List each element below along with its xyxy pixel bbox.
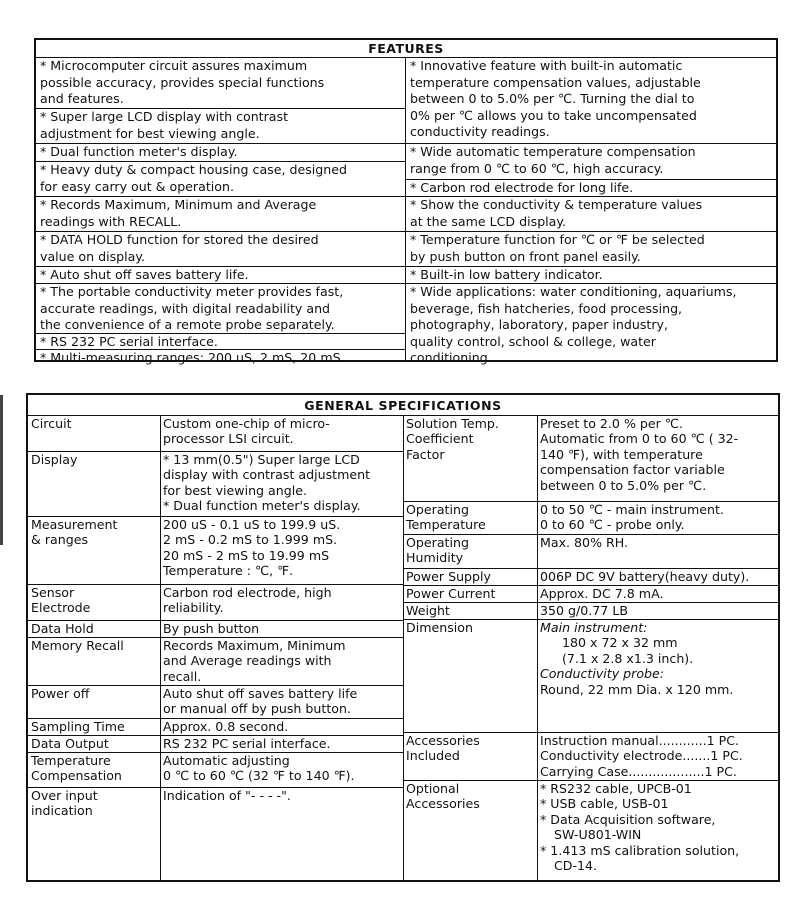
spec-text-line: * 13 mm(0.5") Super large LCD: [163, 452, 360, 467]
spec-text-line: 350 g/0.77 LB: [540, 603, 628, 618]
spec-label: [28, 736, 160, 753]
feature-item: * Super large LCD display with contrast adjustment for best viewing angle.: [36, 109, 405, 144]
spec-value: [537, 603, 780, 620]
spec-text-line: Auto shut off saves battery life: [163, 686, 358, 701]
spec-text-line: 180 x 72 x 32 mm: [562, 635, 678, 651]
spec-text-line: Included: [406, 748, 460, 764]
spec-text-line: * 1.413 mS calibration solution,: [540, 842, 740, 858]
spec-text-line: indication: [31, 803, 93, 819]
spec-text-line: Data Output: [31, 736, 109, 751]
spec-text-line: Power Supply: [406, 569, 491, 584]
spec-text-line: Memory Recall: [31, 638, 124, 653]
spec-text-line: 140 ℉), with temperature: [540, 446, 703, 462]
feature-item: * DATA HOLD function for stored the desired value on display.: [36, 232, 405, 267]
spec-text-line: & ranges: [31, 532, 89, 548]
spec-text-line: 2 mS - 0.2 mS to 1.999 mS.: [163, 532, 338, 548]
spec-label: [28, 788, 160, 880]
spec-text-line: Automatic adjusting: [163, 753, 290, 768]
spec-text-line: Optional: [406, 781, 460, 796]
spec-text-line: Custom one-chip of micro-: [163, 416, 330, 431]
feature-item: * Microcomputer circuit assures maximum possible accuracy, provides special functions and features.: [36, 58, 405, 109]
features-right-column: [406, 58, 776, 365]
spec-label: [403, 603, 537, 620]
spec-text-line: SW-U801-WIN: [554, 827, 642, 843]
spec-text-line: Conductivity probe:: [540, 666, 665, 682]
spec-label: [28, 753, 160, 788]
feature-item: * Carbon rod electrode for long life.: [406, 180, 776, 197]
spec-text-line: Power off: [31, 686, 90, 701]
spec-text-line: Measurement: [31, 517, 118, 532]
spec-value: [160, 585, 403, 621]
spec-text-line: Conductivity electrode.......1 PC.: [540, 748, 743, 764]
scan-edge-mark: [0, 395, 3, 545]
spec-text-line: Automatic from 0 to 60 ℃ ( 32-: [540, 431, 739, 447]
spec-text-line: 0 ℃ to 60 ℃ (32 ℉ to 140 ℉).: [163, 768, 355, 784]
spec-value: [537, 733, 780, 781]
spec-text-line: RS 232 PC serial interface.: [163, 736, 331, 751]
spec-value: [537, 586, 780, 603]
spec-value: [160, 736, 403, 753]
spec-label: [403, 416, 537, 502]
spec-text-line: Weight: [406, 603, 450, 618]
spec-text-line: Temperature: [406, 517, 486, 533]
spec-text-line: Carbon rod electrode, high: [163, 585, 332, 600]
spec-label: [403, 733, 537, 781]
spec-text-line: Coefficient: [406, 431, 474, 447]
spec-label: [403, 569, 537, 586]
spec-text-line: Compensation: [31, 768, 122, 784]
spec-text-line: Sensor: [31, 585, 75, 600]
spec-text-line: Preset to 2.0 % per ℃.: [540, 416, 683, 431]
features-title: FEATURES: [36, 40, 776, 58]
feature-item: * Innovative feature with built-in automatic temperature compensation values, adjustable between 0 to 5.0% per ℃. Turning the dial to 0% per ℃ allows you to take uncompensated conductivity readings.: [406, 58, 776, 144]
spec-text-line: Indication of "- - - -".: [163, 788, 291, 803]
spec-label: [403, 502, 537, 535]
spec-text-line: 0 to 50 ℃ - main instrument.: [540, 502, 724, 517]
spec-text-line: between 0 to 5.0% per ℃.: [540, 477, 707, 493]
spec-text-line: Factor: [406, 446, 445, 462]
spec-text-line: processor LSI circuit.: [163, 431, 294, 447]
spec-value: [537, 620, 780, 733]
spec-text-line: recall.: [163, 668, 202, 684]
spec-text-line: Circuit: [31, 416, 72, 431]
spec-text-line: Round, 22 mm Dia. x 120 mm.: [540, 681, 734, 697]
spec-text-line: Data Hold: [31, 621, 94, 636]
spec-text-line: Display: [31, 452, 78, 467]
feature-item: * Multi-measuring ranges: 200 uS, 2 mS, 20 mS.: [40, 350, 345, 365]
spec-text-line: Operating: [406, 535, 469, 550]
spec-text-line: * USB cable, USB-01: [540, 796, 669, 812]
spec-label: [403, 586, 537, 603]
spec-value: [160, 416, 403, 452]
spec-text-line: display with contrast adjustment: [163, 467, 371, 483]
spec-text-line: * Data Acquisition software,: [540, 811, 716, 827]
spec-text-line: 200 uS - 0.1 uS to 199.9 uS.: [163, 517, 341, 532]
feature-item: * Wide automatic temperature compensation range from 0 ℃ to 60 ℃, high accuracy.: [406, 144, 776, 180]
spec-value: [160, 686, 403, 719]
specifications-title: GENERAL SPECIFICATIONS: [28, 395, 778, 416]
specifications-table: [26, 393, 780, 882]
spec-text-line: Carrying Case...................1 PC.: [540, 763, 737, 779]
spec-value: [537, 502, 780, 535]
spec-text-line: Accessories: [406, 796, 480, 812]
spec-text-line: Sampling Time: [31, 719, 125, 734]
spec-label: [28, 517, 160, 585]
spec-label: [28, 686, 160, 719]
feature-item: * The portable conductivity meter provides fast, accurate readings, with digital readability and the convenience of a remote probe separately.: [36, 284, 405, 334]
spec-value: [160, 638, 403, 686]
spec-value: [537, 569, 780, 586]
spec-text-line: Max. 80% RH.: [540, 535, 629, 550]
spec-label: [28, 621, 160, 638]
spec-value: [160, 719, 403, 736]
spec-text-line: Humidity: [406, 550, 464, 566]
spec-value: [537, 535, 780, 569]
feature-item: * RS 232 PC serial interface.: [36, 334, 405, 350]
spec-text-line: Over input: [31, 788, 98, 803]
spec-text-line: Main instrument:: [540, 620, 648, 635]
spec-label: [403, 535, 537, 569]
spec-text-line: Temperature : ℃, ℉.: [163, 563, 294, 579]
spec-text-line: Electrode: [31, 600, 91, 616]
spec-text-line: Instruction manual............1 PC.: [540, 733, 740, 748]
spec-text-line: CD-14.: [554, 858, 598, 874]
spec-label: [28, 638, 160, 686]
spec-text-line: Approx. 0.8 second.: [163, 719, 289, 734]
spec-text-line: Solution Temp.: [406, 416, 499, 431]
feature-item: * Auto shut off saves battery life.: [36, 267, 405, 284]
spec-text-line: 006P DC 9V battery(heavy duty).: [540, 569, 750, 584]
spec-text-line: Approx. DC 7.8 mA.: [540, 586, 664, 601]
spec-text-line: and Average readings with: [163, 653, 332, 669]
spec-label: [403, 620, 537, 733]
spec-text-line: Records Maximum, Minimum: [163, 638, 346, 653]
spec-value: [160, 753, 403, 788]
spec-text-line: 0 to 60 ℃ - probe only.: [540, 517, 685, 533]
spec-label: [28, 585, 160, 621]
feature-item: * Records Maximum, Minimum and Average readings with RECALL.: [36, 197, 405, 232]
spec-text-line: compensation factor variable: [540, 462, 725, 478]
feature-item: * Wide applications: water conditioning, aquariums, beverage, fish hatcheries, food processing, photography, laboratory, paper industry, quality control, school & college, water conditioning.: [410, 284, 737, 365]
spec-text-line: By push button: [163, 621, 260, 636]
feature-item: * Heavy duty & compact housing case, designed for easy carry out & operation.: [36, 162, 405, 197]
features-table: [34, 38, 778, 365]
spec-text-line: Temperature: [31, 753, 111, 768]
spec-value: [160, 621, 403, 638]
spec-text-line: * RS232 cable, UPCB-01: [540, 781, 692, 796]
feature-item: * Built-in low battery indicator.: [406, 267, 776, 284]
spec-label: [28, 719, 160, 736]
spec-text-line: 20 mS - 2 mS to 19.99 mS: [163, 547, 330, 563]
feature-item: * Show the conductivity & temperature values at the same LCD display.: [406, 197, 776, 232]
spec-label: [28, 452, 160, 517]
spec-text-line: Operating: [406, 502, 469, 517]
spec-text-line: * Dual function meter's display.: [163, 498, 361, 514]
spec-value: [537, 781, 780, 880]
spec-text-line: Accessories: [406, 733, 480, 748]
feature-item: * Temperature function for ℃ or ℉ be selected by push button on front panel easily.: [406, 232, 776, 267]
spec-value: [160, 788, 403, 880]
spec-text-line: Dimension: [406, 620, 473, 635]
spec-label: [28, 416, 160, 452]
spec-value: [537, 416, 780, 502]
spec-text-line: (7.1 x 2.8 x1.3 inch).: [562, 650, 694, 666]
feature-item: * Dual function meter's display.: [36, 144, 405, 162]
spec-text-line: Power Current: [406, 586, 496, 601]
spec-text-line: for best viewing angle.: [163, 482, 307, 498]
features-left-column: [36, 58, 406, 365]
spec-value: [160, 452, 403, 517]
spec-text-line: reliability.: [163, 600, 224, 616]
spec-text-line: or manual off by push button.: [163, 701, 351, 717]
spec-label: [403, 781, 537, 880]
spec-value: [160, 517, 403, 585]
